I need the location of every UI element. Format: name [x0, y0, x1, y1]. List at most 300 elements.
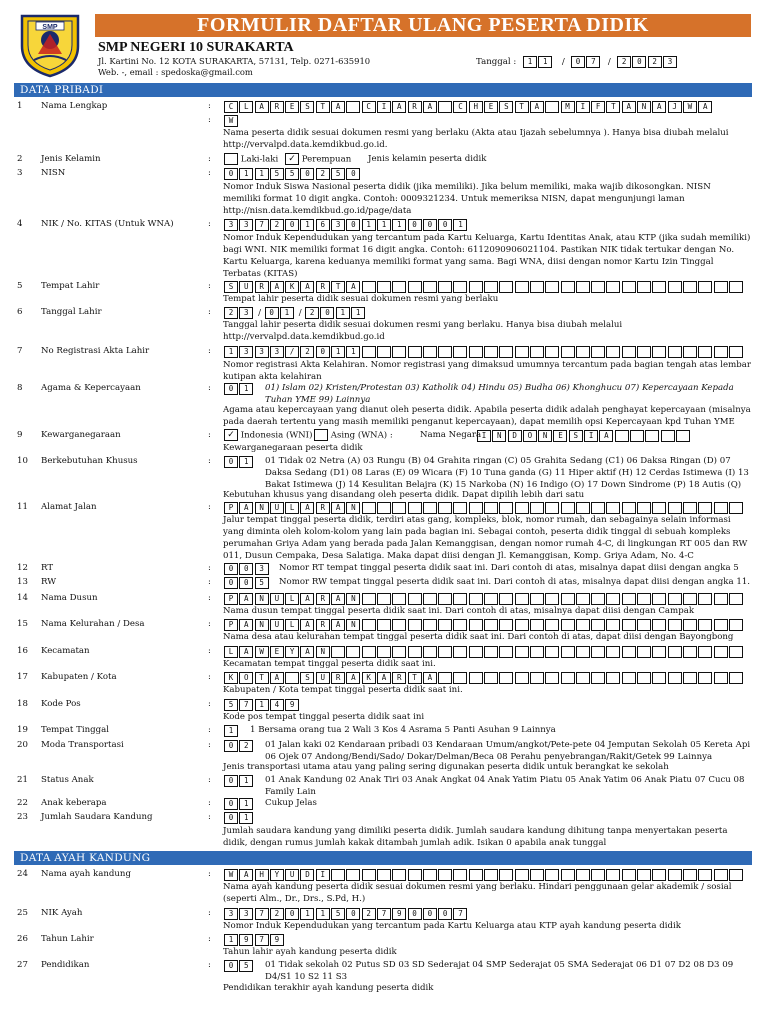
char-box[interactable]: U [285, 869, 299, 881]
char-box[interactable]: W [683, 101, 697, 113]
char-box[interactable]: A [530, 101, 544, 113]
female-checkbox[interactable]: ✓ [285, 153, 299, 165]
char-box[interactable] [729, 502, 743, 514]
char-box[interactable] [637, 646, 651, 658]
char-box[interactable]: 1 [224, 725, 238, 737]
date-day-boxes[interactable] [523, 56, 554, 68]
char-box[interactable]: 2 [239, 740, 253, 752]
char-box[interactable]: I [584, 430, 598, 442]
char-box[interactable] [591, 593, 605, 605]
char-box[interactable] [622, 346, 636, 358]
char-box[interactable]: 3 [255, 563, 269, 575]
char-box[interactable]: 0 [224, 563, 238, 575]
char-box[interactable] [630, 430, 644, 442]
char-box[interactable]: A [377, 672, 391, 684]
char-box[interactable]: R [270, 101, 284, 113]
char-box[interactable]: 0 [632, 56, 646, 68]
char-box[interactable]: U [270, 619, 284, 631]
char-box[interactable]: K [362, 672, 376, 684]
char-box[interactable]: A [270, 281, 284, 293]
char-box[interactable]: 3 [239, 219, 253, 231]
char-box[interactable]: 3 [270, 346, 284, 358]
char-box[interactable]: 1 [239, 775, 253, 787]
char-box[interactable]: 7 [586, 56, 600, 68]
char-box[interactable]: / [285, 346, 299, 358]
char-box[interactable] [530, 619, 544, 631]
char-box[interactable]: A [652, 101, 666, 113]
char-box[interactable]: P [224, 619, 238, 631]
char-box[interactable]: 1 [453, 219, 467, 231]
char-box[interactable] [591, 346, 605, 358]
char-box[interactable]: 0 [224, 775, 238, 787]
char-box[interactable]: 3 [239, 908, 253, 920]
char-box[interactable] [530, 502, 544, 514]
char-box[interactable] [362, 869, 376, 881]
char-box[interactable] [714, 646, 728, 658]
wni-option[interactable]: ✓ Indonesia (WNI) [224, 429, 312, 442]
char-box[interactable] [408, 619, 422, 631]
char-box[interactable]: 0 [571, 56, 585, 68]
char-box[interactable]: C [224, 101, 238, 113]
char-box[interactable]: J [668, 101, 682, 113]
char-box[interactable] [377, 281, 391, 293]
date-year-boxes[interactable] [617, 56, 678, 68]
char-box[interactable] [714, 869, 728, 881]
char-box[interactable] [622, 672, 636, 684]
char-box[interactable] [362, 281, 376, 293]
male-checkbox[interactable] [224, 153, 238, 165]
char-box[interactable]: 0 [423, 219, 437, 231]
char-box[interactable]: S [300, 672, 314, 684]
char-box[interactable]: C [362, 101, 376, 113]
char-box[interactable] [576, 346, 590, 358]
char-box[interactable] [408, 593, 422, 605]
char-box[interactable]: 7 [239, 699, 253, 711]
char-box[interactable]: 1 [239, 168, 253, 180]
char-box[interactable] [484, 619, 498, 631]
char-box[interactable]: 2 [270, 908, 284, 920]
char-box[interactable]: A [423, 101, 437, 113]
char-box[interactable]: T [606, 101, 620, 113]
nisn-boxes[interactable] [224, 168, 362, 180]
char-box[interactable] [683, 346, 697, 358]
char-box[interactable]: R [316, 281, 330, 293]
char-box[interactable] [545, 101, 559, 113]
char-box[interactable]: N [255, 619, 269, 631]
char-box[interactable] [606, 281, 620, 293]
char-box[interactable]: 1 [224, 346, 238, 358]
char-box[interactable]: A [331, 101, 345, 113]
char-box[interactable]: L [224, 646, 238, 658]
char-box[interactable] [469, 672, 483, 684]
char-box[interactable]: 0 [239, 563, 253, 575]
char-box[interactable] [698, 869, 712, 881]
char-box[interactable]: 1 [280, 307, 294, 319]
char-box[interactable] [652, 281, 666, 293]
char-box[interactable] [683, 619, 697, 631]
char-box[interactable]: 2 [300, 346, 314, 358]
nik-boxes[interactable] [224, 219, 469, 231]
char-box[interactable] [392, 281, 406, 293]
char-box[interactable]: 9 [239, 934, 253, 946]
char-box[interactable]: 1 [523, 56, 537, 68]
char-box[interactable] [515, 619, 529, 631]
char-box[interactable]: K [224, 672, 238, 684]
char-box[interactable]: S [224, 281, 238, 293]
char-box[interactable] [668, 869, 682, 881]
char-box[interactable] [362, 646, 376, 658]
char-box[interactable]: 1 [538, 56, 552, 68]
char-box[interactable] [729, 869, 743, 881]
char-box[interactable] [469, 281, 483, 293]
gender-option-male[interactable]: Laki-laki [224, 153, 278, 166]
char-box[interactable]: 2 [305, 307, 319, 319]
char-box[interactable] [652, 502, 666, 514]
char-box[interactable]: 5 [224, 699, 238, 711]
char-box[interactable]: 9 [270, 934, 284, 946]
char-box[interactable]: L [285, 619, 299, 631]
char-box[interactable] [591, 672, 605, 684]
char-box[interactable] [530, 346, 544, 358]
char-box[interactable]: 0 [224, 577, 238, 589]
char-box[interactable]: 3 [331, 219, 345, 231]
char-box[interactable] [515, 593, 529, 605]
char-box[interactable]: L [285, 593, 299, 605]
char-box[interactable]: 3 [224, 219, 238, 231]
char-box[interactable]: I [316, 869, 330, 881]
char-box[interactable] [423, 646, 437, 658]
char-box[interactable]: H [255, 869, 269, 881]
char-box[interactable]: 0 [224, 960, 238, 972]
char-box[interactable]: A [300, 281, 314, 293]
char-box[interactable] [453, 619, 467, 631]
char-box[interactable]: A [346, 281, 360, 293]
char-box[interactable] [561, 346, 575, 358]
char-box[interactable] [683, 672, 697, 684]
char-box[interactable] [698, 502, 712, 514]
char-box[interactable] [499, 502, 513, 514]
rw-boxes[interactable] [224, 577, 270, 589]
tempat-tinggal-boxes[interactable] [224, 725, 239, 737]
char-box[interactable]: 7 [377, 908, 391, 920]
char-box[interactable] [346, 101, 360, 113]
char-box[interactable]: 0 [346, 219, 360, 231]
char-box[interactable]: N [346, 619, 360, 631]
char-box[interactable]: 9 [285, 699, 299, 711]
char-box[interactable] [661, 430, 675, 442]
char-box[interactable] [377, 502, 391, 514]
char-box[interactable] [484, 281, 498, 293]
char-box[interactable]: 5 [239, 960, 253, 972]
char-box[interactable]: 0 [224, 740, 238, 752]
char-box[interactable]: 2 [617, 56, 631, 68]
char-box[interactable]: 2 [270, 219, 284, 231]
char-box[interactable]: N [346, 593, 360, 605]
char-box[interactable]: 5 [270, 168, 284, 180]
char-box[interactable] [423, 281, 437, 293]
char-box[interactable]: 0 [316, 346, 330, 358]
wna-checkbox[interactable] [314, 429, 328, 441]
char-box[interactable] [698, 619, 712, 631]
char-box[interactable] [683, 646, 697, 658]
char-box[interactable] [423, 346, 437, 358]
dusun-boxes[interactable] [224, 593, 744, 605]
char-box[interactable]: S [499, 101, 513, 113]
char-box[interactable]: 1 [300, 908, 314, 920]
char-box[interactable]: A [239, 593, 253, 605]
char-box[interactable] [530, 672, 544, 684]
char-box[interactable]: W [224, 869, 238, 881]
kode-pos-boxes[interactable] [224, 699, 300, 711]
char-box[interactable] [729, 346, 743, 358]
char-box[interactable] [423, 869, 437, 881]
char-box[interactable]: R [255, 281, 269, 293]
char-box[interactable] [606, 619, 620, 631]
char-box[interactable] [591, 619, 605, 631]
char-box[interactable]: L [285, 502, 299, 514]
char-box[interactable] [729, 281, 743, 293]
char-box[interactable] [515, 672, 529, 684]
char-box[interactable] [515, 502, 529, 514]
char-box[interactable] [438, 646, 452, 658]
char-box[interactable] [469, 346, 483, 358]
char-box[interactable] [408, 502, 422, 514]
char-box[interactable]: 0 [408, 219, 422, 231]
char-box[interactable]: 0 [346, 168, 360, 180]
char-box[interactable] [515, 869, 529, 881]
char-box[interactable]: 5 [331, 908, 345, 920]
char-box[interactable] [515, 646, 529, 658]
char-box[interactable] [561, 593, 575, 605]
char-box[interactable] [438, 869, 452, 881]
char-box[interactable] [698, 672, 712, 684]
char-box[interactable] [668, 672, 682, 684]
char-box[interactable] [545, 869, 559, 881]
char-box[interactable] [714, 593, 728, 605]
char-box[interactable]: D [300, 869, 314, 881]
char-box[interactable]: 0 [239, 577, 253, 589]
char-box[interactable]: U [270, 593, 284, 605]
char-box[interactable] [438, 101, 452, 113]
char-box[interactable] [591, 502, 605, 514]
char-box[interactable] [362, 346, 376, 358]
char-box[interactable] [377, 593, 391, 605]
char-box[interactable]: N [255, 593, 269, 605]
char-box[interactable] [561, 281, 575, 293]
char-box[interactable]: T [316, 101, 330, 113]
char-box[interactable] [622, 502, 636, 514]
char-box[interactable] [331, 646, 345, 658]
saudara-boxes[interactable] [224, 812, 255, 824]
char-box[interactable]: N [637, 101, 651, 113]
char-box[interactable] [469, 646, 483, 658]
char-box[interactable]: A [239, 619, 253, 631]
char-box[interactable]: 0 [285, 908, 299, 920]
char-box[interactable] [484, 672, 498, 684]
char-box[interactable] [637, 593, 651, 605]
char-box[interactable] [637, 346, 651, 358]
char-box[interactable] [453, 672, 467, 684]
char-box[interactable]: L [239, 101, 253, 113]
char-box[interactable] [377, 346, 391, 358]
char-box[interactable] [622, 281, 636, 293]
char-box[interactable]: 2 [316, 168, 330, 180]
char-box[interactable]: S [569, 430, 583, 442]
char-box[interactable] [545, 593, 559, 605]
char-box[interactable] [499, 281, 513, 293]
char-box[interactable]: A [255, 101, 269, 113]
char-box[interactable] [576, 869, 590, 881]
char-box[interactable] [392, 869, 406, 881]
char-box[interactable]: W [224, 115, 238, 127]
nama-lengkap-boxes-line2[interactable] [224, 115, 239, 127]
char-box[interactable]: 7 [255, 908, 269, 920]
char-box[interactable]: 1 [239, 383, 253, 395]
char-box[interactable]: 5 [331, 168, 345, 180]
char-box[interactable]: 2 [362, 908, 376, 920]
akta-boxes[interactable] [224, 346, 744, 358]
char-box[interactable] [499, 646, 513, 658]
char-box[interactable] [698, 346, 712, 358]
char-box[interactable] [484, 593, 498, 605]
char-box[interactable] [652, 869, 666, 881]
char-box[interactable] [377, 646, 391, 658]
char-box[interactable]: 2 [648, 56, 662, 68]
kecamatan-boxes[interactable] [224, 646, 744, 658]
char-box[interactable]: 3 [239, 346, 253, 358]
char-box[interactable] [515, 346, 529, 358]
char-box[interactable] [637, 619, 651, 631]
char-box[interactable] [622, 869, 636, 881]
char-box[interactable] [668, 281, 682, 293]
char-box[interactable] [668, 646, 682, 658]
tahun-lahir-ayah-boxes[interactable] [224, 934, 285, 946]
char-box[interactable]: 0 [224, 812, 238, 824]
char-box[interactable] [453, 346, 467, 358]
char-box[interactable]: A [331, 619, 345, 631]
char-box[interactable]: I [477, 430, 491, 442]
char-box[interactable] [561, 646, 575, 658]
alamat-boxes[interactable] [224, 502, 744, 514]
char-box[interactable]: 1 [255, 168, 269, 180]
char-box[interactable]: 3 [255, 346, 269, 358]
char-box[interactable] [530, 281, 544, 293]
char-box[interactable] [362, 502, 376, 514]
char-box[interactable]: F [591, 101, 605, 113]
char-box[interactable] [362, 593, 376, 605]
char-box[interactable] [676, 430, 690, 442]
char-box[interactable] [545, 619, 559, 631]
char-box[interactable]: 7 [255, 934, 269, 946]
char-box[interactable]: R [408, 101, 422, 113]
char-box[interactable] [729, 593, 743, 605]
char-box[interactable] [408, 869, 422, 881]
char-box[interactable] [637, 672, 651, 684]
char-box[interactable]: A [300, 646, 314, 658]
char-box[interactable] [668, 593, 682, 605]
char-box[interactable] [469, 502, 483, 514]
wni-checkbox[interactable]: ✓ [224, 429, 238, 441]
char-box[interactable]: 7 [453, 908, 467, 920]
char-box[interactable]: C [453, 101, 467, 113]
char-box[interactable]: K [285, 281, 299, 293]
char-box[interactable] [591, 869, 605, 881]
date-month-boxes[interactable] [571, 56, 602, 68]
char-box[interactable]: R [316, 619, 330, 631]
rt-boxes[interactable] [224, 563, 270, 575]
nik-ayah-boxes[interactable] [224, 908, 469, 920]
char-box[interactable] [392, 619, 406, 631]
char-box[interactable]: 0 [408, 908, 422, 920]
char-box[interactable] [453, 502, 467, 514]
char-box[interactable]: 0 [224, 383, 238, 395]
char-box[interactable] [438, 672, 452, 684]
char-box[interactable]: A [622, 101, 636, 113]
char-box[interactable] [392, 646, 406, 658]
char-box[interactable] [392, 502, 406, 514]
char-box[interactable] [438, 593, 452, 605]
char-box[interactable]: A [346, 672, 360, 684]
char-box[interactable]: 0 [265, 307, 279, 319]
birth-month-boxes[interactable] [265, 307, 296, 319]
char-box[interactable]: A [300, 593, 314, 605]
char-box[interactable] [438, 619, 452, 631]
char-box[interactable] [408, 281, 422, 293]
char-box[interactable]: A [300, 619, 314, 631]
char-box[interactable]: N [346, 502, 360, 514]
char-box[interactable]: 1 [239, 812, 253, 824]
char-box[interactable] [729, 619, 743, 631]
char-box[interactable]: U [316, 672, 330, 684]
char-box[interactable] [499, 672, 513, 684]
char-box[interactable]: 1 [331, 346, 345, 358]
char-box[interactable]: A [423, 672, 437, 684]
kelurahan-boxes[interactable] [224, 619, 744, 631]
char-box[interactable]: T [331, 281, 345, 293]
nama-ayah-boxes[interactable] [224, 869, 744, 881]
char-box[interactable] [652, 619, 666, 631]
char-box[interactable]: A [300, 502, 314, 514]
char-box[interactable] [591, 646, 605, 658]
char-box[interactable]: 2 [224, 307, 238, 319]
char-box[interactable] [606, 502, 620, 514]
char-box[interactable] [331, 869, 345, 881]
char-box[interactable] [576, 502, 590, 514]
char-box[interactable]: R [316, 593, 330, 605]
char-box[interactable]: M [561, 101, 575, 113]
char-box[interactable] [652, 593, 666, 605]
char-box[interactable] [576, 619, 590, 631]
char-box[interactable] [530, 869, 544, 881]
char-box[interactable] [729, 646, 743, 658]
char-box[interactable]: 5 [285, 168, 299, 180]
char-box[interactable] [622, 646, 636, 658]
char-box[interactable]: I [377, 101, 391, 113]
gender-option-female[interactable]: ✓ Perempuan [285, 153, 351, 166]
char-box[interactable] [637, 502, 651, 514]
char-box[interactable] [469, 593, 483, 605]
char-box[interactable]: U [270, 502, 284, 514]
char-box[interactable] [438, 346, 452, 358]
char-box[interactable] [668, 502, 682, 514]
char-box[interactable] [645, 430, 659, 442]
char-box[interactable] [576, 593, 590, 605]
char-box[interactable]: 1 [362, 219, 376, 231]
char-box[interactable]: A [392, 101, 406, 113]
char-box[interactable] [637, 869, 651, 881]
char-box[interactable]: 1 [255, 699, 269, 711]
char-box[interactable] [545, 502, 559, 514]
